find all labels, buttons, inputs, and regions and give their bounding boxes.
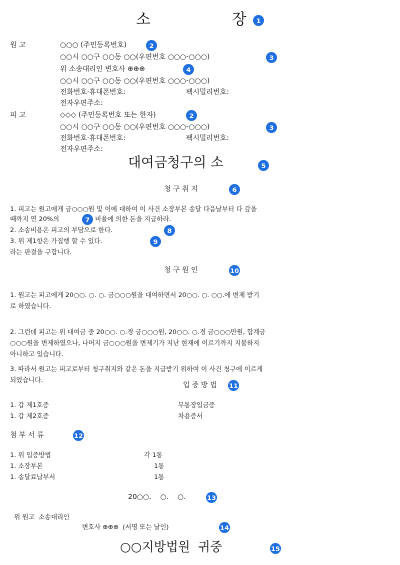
badge-9: 9	[150, 236, 161, 247]
plaintiff-label: 원 고	[10, 41, 26, 49]
claim-line-2b: 비율에 의한 돈을 지급하라.	[95, 215, 172, 223]
evidence-row-1-right: 무통장입금증	[178, 401, 216, 409]
badge-3: 3	[266, 52, 277, 63]
cause-line-6: 3. 따라서 원고는 피고로부터 청구취지와 같은 돈을 지급받기 위하여 이 사건 청구에 이르게	[10, 365, 263, 373]
cause-line-5: 아니하고 있습니다.	[10, 350, 64, 358]
attachment-row-3-right: 1통	[154, 473, 165, 481]
plaintiff-address: ○○시 ○○구 ○○동 ○○(우편번호 ○○○-○○○)	[60, 53, 210, 61]
badge-10: 10	[229, 266, 240, 275]
badge-12: 12	[73, 431, 84, 440]
badge-11: 11	[228, 381, 239, 390]
badge-4: 4	[183, 64, 194, 75]
claim-line-3: 2. 소송비용은 피고의 부담으로 한다.	[10, 226, 113, 234]
plaintiff-email: 전자우편주소:	[60, 99, 103, 107]
defendant-fax: 팩시밀리번호:	[186, 134, 229, 142]
defendant-email: 전자우편주소:	[60, 145, 103, 153]
defendant-label: 피 고	[10, 111, 26, 119]
badge-2b: 2	[186, 110, 197, 121]
claim-line-5: 라는 판결을 구합니다.	[10, 248, 72, 256]
document-title	[136, 12, 151, 27]
cause-line-7: 되었습니다.	[10, 376, 43, 384]
badge-5: 5	[258, 160, 269, 171]
attachment-row-2-left: 1. 소장부본	[10, 462, 43, 470]
plaintiff-name: ○○○ (주민등록번호)	[60, 41, 127, 49]
badge-15: 15	[270, 544, 281, 553]
claim-line-4: 3. 위 제1항은 가집행 할 수 있다.	[10, 237, 103, 245]
badge-7: 7	[82, 214, 93, 225]
badge-2: 2	[146, 40, 157, 51]
title-char-1: 소	[136, 10, 151, 28]
evidence-heading: 입 증 방 법	[183, 381, 217, 389]
claim-line-2a: 때까지 연 20%의	[10, 215, 60, 223]
defendant-address: ○○시 ○○구 ○○동 ○○(우편번호 ○○○-○○○)	[60, 123, 210, 131]
cause-line-3: 2. 그런데 피고는 위 대여금 중 20○○. ○.경 금○○○원, 20○○. ○.경 금○○○만원, 합계금	[10, 328, 266, 336]
attorney-line: 위 소송대리인 변호사 ⊕⊕⊕	[60, 65, 146, 73]
evidence-row-2-right: 차용증서	[178, 412, 203, 420]
badge-8: 8	[164, 225, 175, 236]
cause-line-4: ○○○원을 변제하였으나, 나머지 금○○○원을 변제기가 지난 현재에 이르기까지 지불하지	[10, 339, 260, 347]
badge-1: 1	[253, 15, 264, 26]
attachment-row-1-right: 각 1통	[144, 451, 163, 459]
plaintiff-fax: 팩시밀리번호:	[186, 88, 229, 96]
defendant-phone: 전화번호·휴대폰번호:	[60, 134, 126, 142]
attachment-row-1-left: 1. 위 입증방법	[10, 451, 52, 459]
document-title-2	[232, 12, 247, 27]
attachments-heading: 첨 부 서 류	[10, 431, 44, 439]
claim-heading: 청 구 취 지	[164, 185, 198, 193]
badge-6: 6	[229, 184, 240, 195]
badge-13: 13	[206, 493, 217, 502]
cause-line-2: 로 하였습니다.	[10, 302, 52, 310]
defendant-name: ◇◇◇ (주민등록번호 또는 한자)	[60, 111, 156, 119]
filing-date: 20○○. ○. ○.	[128, 493, 186, 501]
badge-14: 14	[219, 523, 230, 532]
court-name: ○○지방법원 귀중	[120, 539, 223, 554]
attorney-address: ○○시 ○○구 ○○동 ○○(우편번호 ○○○-○○○)	[60, 77, 210, 85]
title-char-2: 장	[232, 10, 247, 28]
cause-line-1: 1. 원고는 피고에게 20○○. ○. ○. 금○○○원을 대여하면서 20○○. ○. ○○.에 변제 받기	[10, 291, 260, 299]
plaintiff-phone: 전화번호·휴대폰번호:	[60, 88, 126, 96]
claim-line-1: 1. 피고는 원고에게 금○○○원 및 이에 대하여 이 사건 소장부본 송달 다음날부터 다 갚을	[10, 205, 257, 213]
case-title: 대여금청구의 소	[128, 155, 224, 171]
signature-line-2: 변호사 ⊕⊕⊕ (서명 또는 날인)	[82, 523, 169, 531]
attachment-row-3-left: 1. 송달료납부서	[10, 473, 56, 481]
evidence-row-2-left: 1. 갑 제2호증	[10, 412, 49, 420]
attachment-row-2-right: 1통	[154, 462, 165, 470]
signature-line-1: 위 원고 소송대리인	[14, 513, 70, 521]
evidence-row-1-left: 1. 갑 제1호증	[10, 401, 49, 409]
cause-heading: 청 구 원 인	[164, 266, 198, 274]
badge-3b: 3	[266, 122, 277, 133]
